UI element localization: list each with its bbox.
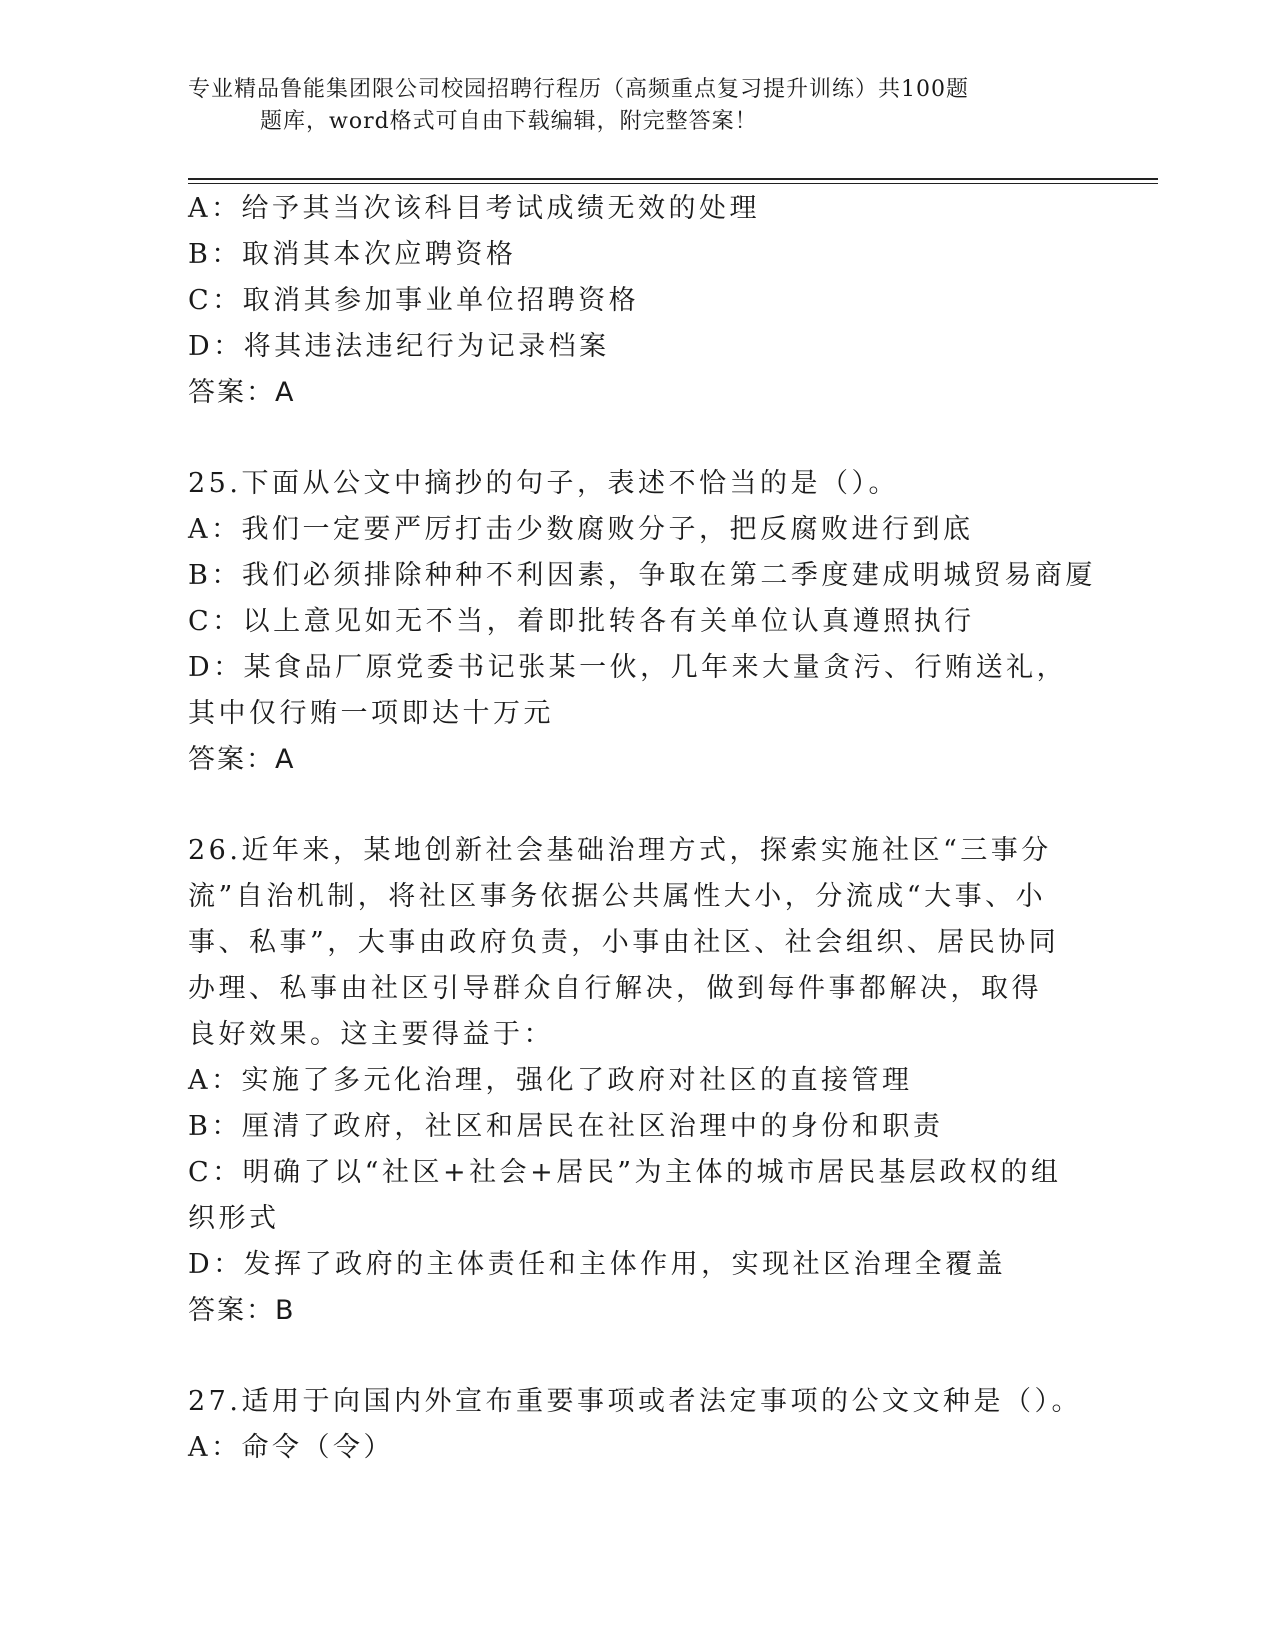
option-c: C：明确了以“社区+社会+居民”为主体的城市居民基层政权的组织形式 bbox=[188, 1157, 1062, 1234]
option-a: A：实施了多元化治理，强化了政府对社区的直接管理 bbox=[188, 1065, 913, 1096]
document-header bbox=[188, 74, 1088, 138]
option-c: C：取消其参加事业单位招聘资格 bbox=[188, 285, 640, 316]
option-a: A：命令（令） bbox=[188, 1432, 394, 1463]
question-text: 27.适用于向国内外宣布重要事项或者法定事项的公文文种是（）。 bbox=[188, 1386, 1082, 1417]
document-title-line-2: 题库，word格式可自由下载编辑，附完整答案！ bbox=[260, 109, 758, 134]
header-rule-thin bbox=[188, 183, 1158, 184]
answer: 答案：B bbox=[188, 1295, 296, 1326]
option-b: B：取消其本次应聘资格 bbox=[188, 239, 517, 270]
document-body bbox=[188, 186, 1096, 1471]
question-24 bbox=[188, 186, 1068, 416]
option-a: A：给予其当次该科目考试成绩无效的处理 bbox=[188, 193, 760, 224]
question-27 bbox=[188, 1379, 1082, 1471]
question-25 bbox=[188, 461, 1096, 783]
answer: 答案：A bbox=[188, 377, 296, 408]
answer: 答案：A bbox=[188, 744, 296, 775]
option-b: B：我们必须排除种种不利因素，争取在第二季度建成明城贸易商厦 bbox=[188, 560, 1096, 591]
question-text: 25.下面从公文中摘抄的句子，表述不恰当的是（）。 bbox=[188, 468, 899, 499]
document-title-line-1: 专业精品鲁能集团限公司校园招聘行程历（高频重点复习提升训练）共100题 bbox=[188, 77, 969, 102]
option-d: D：发挥了政府的主体责任和主体作用，实现社区治理全覆盖 bbox=[188, 1249, 1007, 1280]
option-c: C：以上意见如无不当，着即批转各有关单位认真遵照执行 bbox=[188, 606, 975, 637]
option-d: D：某食品厂原党委书记张某一伙，几年来大量贪污、行贿送礼，其中仅行贿一项即达十万元 bbox=[188, 652, 1068, 729]
option-a: A：我们一定要严厉打击少数腐败分子，把反腐败进行到底 bbox=[188, 514, 974, 545]
option-b: B：厘清了政府，社区和居民在社区治理中的身份和职责 bbox=[188, 1111, 944, 1142]
question-text: 26.近年来，某地创新社会基础治理方式，探索实施社区“三事分流”自治机制，将社区事务依据公共属性大小，分流成“大事、小事、私事”，大事由政府负责，小事由社区、社会组织、居民协同办理、私事由社区引导群众自行解决，做到每件事都解决，取得良好效果。这主要得益于： bbox=[188, 835, 1060, 1050]
header-rule bbox=[188, 178, 1158, 180]
question-26 bbox=[188, 828, 1068, 1334]
option-d: D：将其违法违纪行为记录档案 bbox=[188, 331, 610, 362]
